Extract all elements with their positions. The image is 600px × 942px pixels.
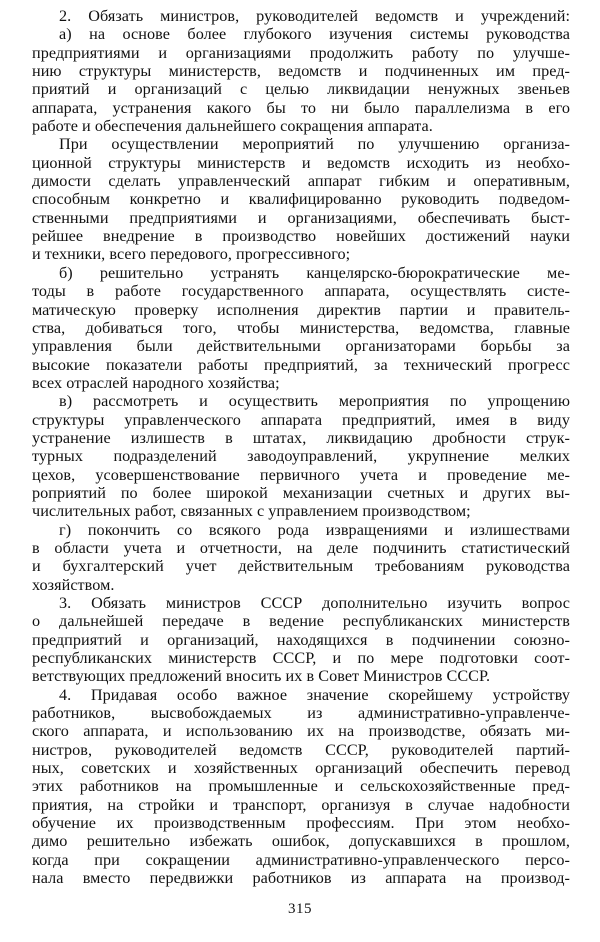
- text-line: приятий и организаций с целью ликвидации ненужных звеньев: [32, 80, 570, 99]
- text-line: структуры управленческого аппарата предприятий, имея в виду: [32, 410, 570, 429]
- text-line: предприятий и организаций, находящихся в подчинении союзно-: [32, 630, 570, 649]
- text-line: нала вместо передвижки работников из аппарата на производ-: [32, 869, 570, 888]
- text-line: аппарата, устранения какого бы то ни было параллелизма в его: [32, 98, 570, 117]
- text-line: этих работников на промышленные и сельскохозяйственные пред-: [32, 777, 570, 796]
- text-line: ственными предприятиями и организациями, обеспечивать быст-: [32, 208, 570, 227]
- text-line: о дальнейшей передаче в ведение республиканских министерств: [32, 612, 570, 631]
- text-line: ского аппарата, и использованию их на производстве, обязать ми-: [32, 722, 570, 741]
- text-line: работе и обеспечения дальнейшего сокращения аппарата.: [32, 117, 433, 136]
- text-line: б) решительно устранять канцелярско-бюрократические ме-: [59, 263, 570, 282]
- text-line: 4. Придавая особо важное значение скорейшему устройству: [59, 685, 570, 704]
- page-number: 315: [288, 901, 312, 917]
- text-line: роприятий по более широкой механизации счетных и других вы-: [32, 483, 570, 502]
- text-line: а) на основе более глубокого изучения системы руководства: [59, 25, 570, 44]
- text-line: цехов, усовершенствование первичного учета и проведение ме-: [32, 465, 570, 484]
- text-line: всех отраслей народного хозяйства;: [32, 373, 280, 392]
- text-line: и бухгалтерский учет действительным требованиям руководства: [32, 557, 570, 576]
- text-line: нию структуры министерств, ведомств и подчиненных им пред-: [32, 62, 570, 81]
- text-line: димо решительно избежать ошибок, допускавшихся в прошлом,: [32, 832, 570, 851]
- text-line: обучение их производственным профессиям. При этом необхо-: [32, 814, 570, 833]
- text-line: работников, высвобождаемых из административно-управленче-: [32, 704, 570, 723]
- text-line: турных подразделений заводоуправлений, укрупнение мелких: [32, 447, 570, 466]
- text-line: устранение излишеств в штатах, ликвидацию дробности струк-: [32, 428, 570, 447]
- text-line: ционной структуры министерств и ведомств исходить из необхо-: [32, 153, 570, 172]
- text-line: ства, добиваться того, чтобы министерства, ведомства, главные: [32, 318, 570, 337]
- text-line: республиканских министерств СССР, и по мере подготовки соот-: [32, 649, 570, 668]
- text-line: При осуществлении мероприятий по улучшению организа-: [59, 135, 570, 154]
- text-line: в) рассмотреть и осуществить мероприятия по упрощению: [59, 392, 570, 411]
- text-line: способным конкретно и квалифицированно руководить подведом-: [32, 190, 570, 209]
- text-line: высокие показатели работы предприятий, за технический прогресс: [32, 355, 570, 374]
- text-line: предприятиями и организациями продолжить работу по улучше-: [32, 43, 570, 62]
- text-line: в области учета и отчетности, на деле подчинить статистический: [32, 538, 570, 557]
- text-line: приятия, на стройки и транспорт, организуя в случае надобности: [32, 795, 570, 814]
- text-line: нистров, руководителей ведомств СССР, руководителей партий-: [32, 740, 570, 759]
- text-line: 2. Обязать министров, руководителей ведомств и учреждений:: [59, 7, 570, 25]
- text-line: димости сделать управленческий аппарат гибким и оперативным,: [32, 172, 570, 191]
- text-line: матическую проверку исполнения директив партии и правитель-: [32, 300, 570, 319]
- text-line: и техники, всего передового, прогрессивного;: [32, 245, 351, 264]
- text-line: г) покончить со всякого рода извращениями и излишествами: [59, 520, 570, 539]
- text-line: ветствующих предложений вносить их в Совет Министров СССР.: [32, 667, 491, 686]
- text-line: рейшее внедрение в производство новейших достижений науки: [32, 227, 570, 246]
- body-text: [32, 7, 570, 888]
- text-line: управления были действительными организаторами борьбы за: [32, 337, 570, 356]
- text-line: хозяйством.: [32, 575, 115, 594]
- text-line: ных, советских и хозяйственных организаций обеспечить перевод: [32, 759, 570, 778]
- text-line: тоды в работе государственного аппарата, осуществлять систе-: [32, 282, 570, 301]
- text-line: когда при сокращении административно-управленческого персо-: [32, 850, 570, 869]
- text-line: 3. Обязать министров СССР дополнительно изучить вопрос: [59, 594, 570, 612]
- text-line: числительных работ, связанных с управлением производством;: [32, 502, 471, 521]
